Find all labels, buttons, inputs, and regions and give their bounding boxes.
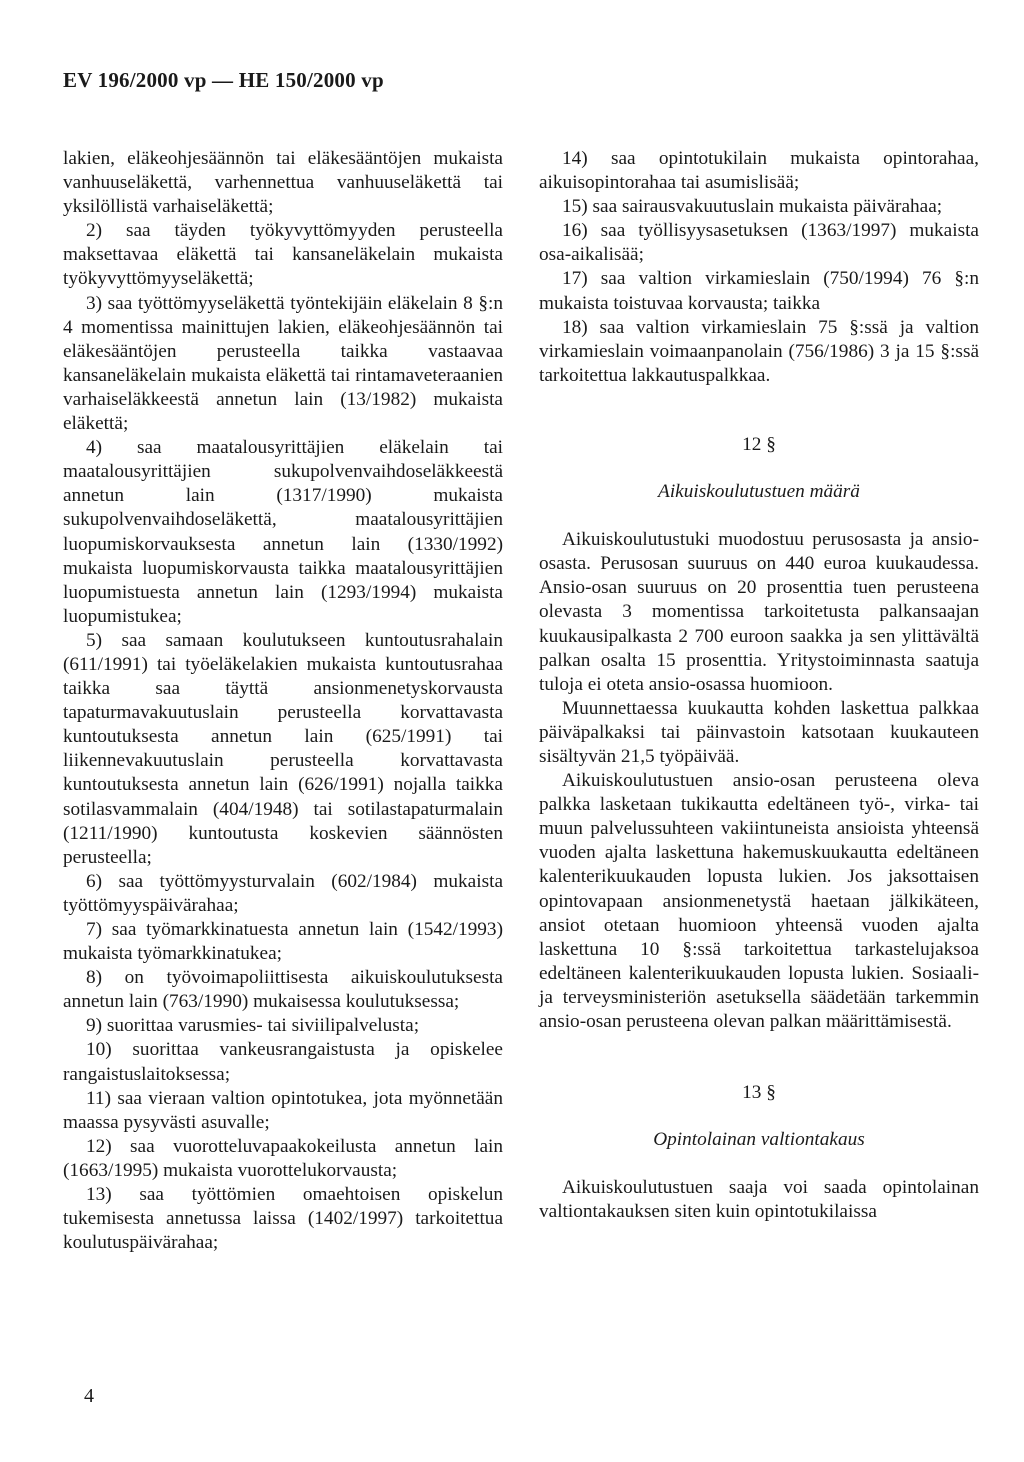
list-item: 15) saa sairausvakuutuslain mukaista päivärahaa; bbox=[562, 196, 943, 218]
section-12 bbox=[539, 433, 979, 1034]
list-item: 2) saa täyden työkyvyttömyyden perusteella maksettavaa eläkettä tai kansaneläkelain mukaista työkyvyttömyyseläkettä; bbox=[63, 220, 503, 290]
list-item: 5) saa samaan koulutukseen kuntoutusrahalain (611/1991) tai työeläkelakien mukaista kuntoutusrahaa taikka saa täyttä ansionmenetyskorvausta tapaturmavakuutuslain perusteella korvattavasta kuntoutuksesta annetun lain (625/1991) tai liikennevakuutuslain perusteella korvattavasta kuntoutuksesta annetun lain (626/1991) nojalla taikka sotilasvammalain (404/1948) tai sotilastapaturmalain (1211/1990) kuntoutusta koskevien säännösten perusteella; bbox=[63, 629, 503, 868]
page-number: 4 bbox=[84, 1385, 94, 1407]
section-title: Aikuiskoulutustuen määrä bbox=[658, 481, 860, 503]
list-item: 4) saa maatalousyrittäjien eläkelain tai maatalousyrittäjien sukupolvenvaihdoseläkkeestä annetun lain (1317/1990) mukaista sukupolvenvaihdoseläkettä, maatalousyrittäjien luopumiskorvauksesta annetun lain (1330/1992) mukaista luopumiskorvausta taikka maatalousyrittäjien luopumistuesta annetun lain (1293/1994) mukaista luopumistukea; bbox=[63, 437, 503, 627]
list-item: 7) saa työmarkkinatuesta annetun lain (1542/1993) mukaista työmarkkinatukea; bbox=[63, 919, 503, 965]
paragraph: Aikuiskoulutustuki muodostuu perusosasta ja ansio-osasta. Perusosan suuruus on 440 euroa kuukaudessa. Ansio-osan suuruus on 20 prosenttia tuen perusteena olevasta 3 momentissa tarkoitetusta palkansaajan kuukausipalkasta 2 700 euroon saakka ja sen ylittävältä palkan osalta 15 prosenttia. Yritystoiminnasta saatuja tuloja ei oteta ansio-osassa huomioon. bbox=[539, 529, 979, 695]
left-column bbox=[63, 147, 503, 1255]
list-item: 9) suorittaa varusmies- tai siviilipalvelusta; bbox=[86, 1015, 420, 1037]
paragraph: Muunnettaessa kuukautta kohden laskettua palkkaa päiväpalkaksi tai päinvastoin katsotaan kuukauteen sisältyvän 21,5 työpäivää. bbox=[539, 697, 979, 767]
paragraph: lakien, eläkeohjesäännön tai eläkesääntöjen mukaista vanhuuseläkettä, varhennettua vanhuuseläkettä tai yksilöllistä varhaiseläkettä; bbox=[63, 148, 503, 218]
section-number: 13 § bbox=[742, 1082, 776, 1104]
section-title: Opintolainan valtiontakaus bbox=[653, 1129, 865, 1151]
list-item: 12) saa vuorotteluvapaakokeilusta annetun lain (1663/1995) mukaista vuorottelukorvausta; bbox=[63, 1135, 503, 1181]
paragraph: Aikuiskoulutustuen saaja voi saada opintolainan valtiontakauksen siten kuin opintotukilaissa bbox=[539, 1177, 979, 1223]
section-13 bbox=[539, 1081, 979, 1224]
list-item: 8) on työvoimapoliittisesta aikuiskoulutuksesta annetun lain (763/1990) mukaisessa koulutuksessa; bbox=[63, 967, 503, 1013]
section-number: 12 § bbox=[742, 433, 776, 455]
list-item: 3) saa työttömyyseläkettä työntekijäin eläkelain 8 §:n 4 momentissa mainittujen lakien, eläkeohjesäännön tai eläkesääntöjen perusteella taikka vastaavaa kansaneläkelain mukaista eläkettä tai rintamaveteraanien varhaiseläkkeestä annetun lain (13/1982) mukaista eläkettä; bbox=[63, 292, 503, 435]
paragraph: Aikuiskoulutustuen ansio-osan perusteena oleva palkka lasketaan tukikautta edeltäneen työ-, virka- tai muun palvelussuhteen vakiintuneista ansioista yhteensä vuoden ajalta laskettuna hakemuskuukautta edeltäneen kalenterikuukauden lopusta lukien. Jos jaksottaisen opintovapaan ansionmenetystä haetaan jälkikäteen, ansiot otetaan huomioon yhteensä vuoden ajalta laskettuna 10 §:ssä tarkoitettua tarkastelujaksoa edeltäneen kalenterikuukauden lopusta lukien. Sosiaali- ja terveysministeriön asetuksella säädetään tarkemmin ansio-osan perusteena olevan palkan määrittämisestä. bbox=[539, 770, 979, 1032]
list-item: 10) suorittaa vankeusrangaistusta ja opiskelee rangaistuslaitoksessa; bbox=[63, 1039, 503, 1085]
list-item: 13) saa työttömien omaehtoisen opiskelun tukemisesta annetussa laissa (1402/1997) tarkoitettua koulutuspäivärahaa; bbox=[63, 1184, 503, 1254]
list-item: 16) saa työllisyysasetuksen (1363/1997) mukaista osa-aikalisää; bbox=[539, 220, 979, 266]
list-item: 6) saa työttömyysturvalain (602/1984) mukaista työttömyyspäivärahaa; bbox=[63, 870, 503, 916]
list-item: 11) saa vieraan valtion opintotukea, jota myönnetään maassa pysyvästi asuvalle; bbox=[63, 1087, 503, 1133]
list-item: 14) saa opintotukilain mukaista opintorahaa, aikuisopintorahaa tai asumislisää; bbox=[539, 148, 979, 194]
list-item: 18) saa valtion virkamieslain 75 §:ssä ja valtion virkamieslain voimaanpanolain (756/1986) 3 ja 15 §:ssä tarkoitettua lakkautuspalkkaa. bbox=[539, 316, 979, 386]
running-header: EV 196/2000 vp — HE 150/2000 vp bbox=[63, 68, 384, 92]
right-column bbox=[539, 147, 979, 1224]
list-item: 17) saa valtion virkamieslain (750/1994) 76 §:n mukaista toistuvaa korvausta; taikka bbox=[539, 268, 979, 314]
